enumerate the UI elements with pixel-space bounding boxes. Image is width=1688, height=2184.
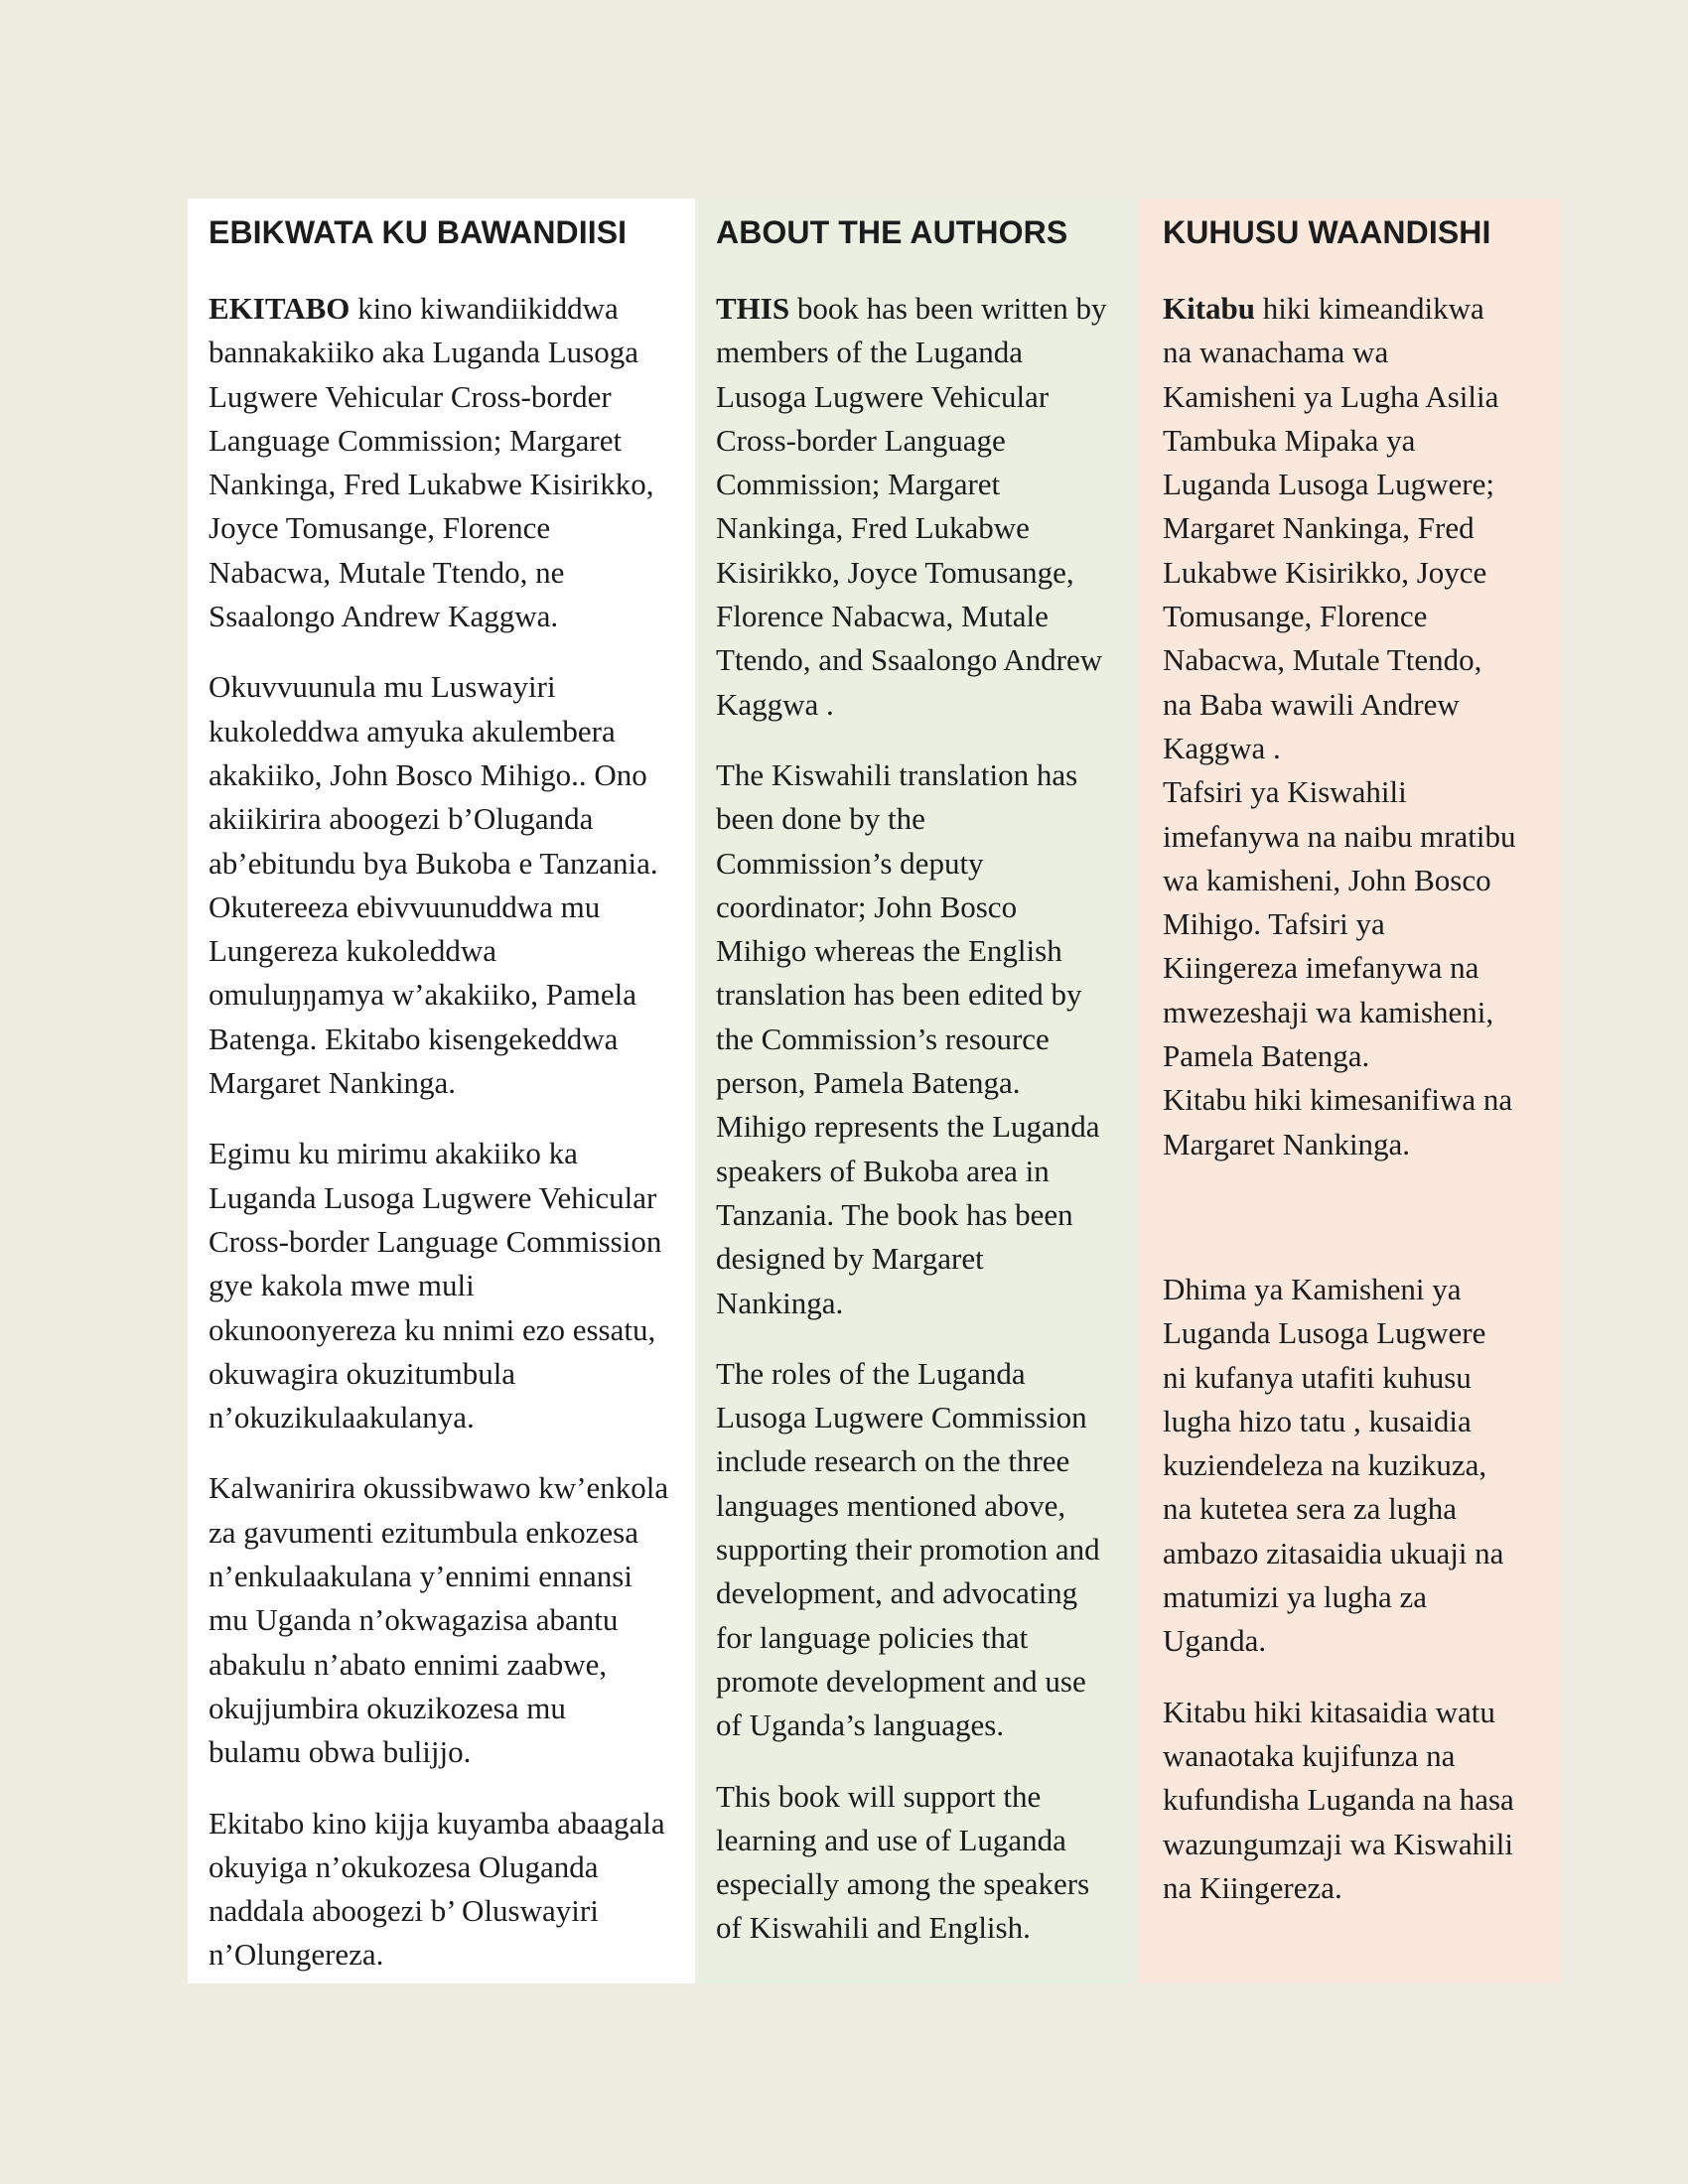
kiswahili-paragraph-1 [1163, 287, 1563, 1166]
text-line: for language policies that [716, 1619, 1029, 1655]
text-line: Nankinga, Fred Lukabwe [716, 510, 1030, 546]
text-line: Kitabu hiki kimesanifiwa na [1163, 1082, 1513, 1118]
english-paragraph-3 [716, 1352, 1138, 1748]
text-line: Cross-border Language Commission [209, 1223, 662, 1259]
text-line [716, 287, 1138, 331]
english-heading: ABOUT THE AUTHORS [716, 214, 1068, 250]
english-paragraph-4 [716, 1775, 1138, 1951]
text-line: Nabacwa, Mutale Ttendo, [1163, 642, 1482, 678]
text-line: designed by Margaret [716, 1241, 984, 1277]
kiswahili-paragraph-2 [1163, 1268, 1563, 1664]
text-line: members of the Luganda [716, 335, 1024, 370]
text-line: Ttendo, and Ssaalongo Andrew [716, 642, 1103, 678]
text-line-part: book has been written by [796, 291, 1107, 326]
text-line: okunoonyereza ku nnimi ezo essatu, [209, 1311, 656, 1347]
english-paragraph-1 [716, 287, 1138, 727]
text-line: omuluŋŋamya w’akakiiko, Pamela [209, 977, 636, 1013]
luganda-paragraph-2 [209, 665, 695, 1105]
text-line: Commission’s deputy [716, 845, 984, 881]
text-line: mu Uganda n’okwagazisa abantu [209, 1602, 619, 1638]
text-line: Pamela Batenga. [1163, 1038, 1370, 1074]
text-line: Tafsiri ya Kiswahili [1163, 774, 1407, 810]
text-line: supporting their promotion and [716, 1532, 1100, 1568]
text-line: Egimu ku mirimu akakiiko ka [209, 1136, 578, 1171]
luganda-heading: EBIKWATA KU BAWANDIISI [209, 214, 628, 250]
text-line: Commission; Margaret [716, 467, 1001, 502]
text-line: Luganda Lusoga Lugwere Vehicular [209, 1179, 657, 1215]
english-body [716, 287, 1138, 1951]
text-line: Mihigo whereas the English [716, 933, 1062, 969]
text-line: of Kiswahili and English. [716, 1910, 1031, 1946]
text-line: coordinator; John Bosco [716, 888, 1018, 924]
text-line: Kaggwa . [716, 686, 834, 722]
lead-word: EKITABO [209, 291, 351, 326]
text-line: The roles of the Luganda [716, 1355, 1026, 1391]
text-line: development, and advocating [716, 1575, 1078, 1611]
text-line: speakers of Bukoba area in [716, 1153, 1050, 1188]
text-line: matumizi ya lugha za [1163, 1579, 1427, 1615]
lead-word: Kitabu [1163, 291, 1256, 326]
text-line: promote development and use [716, 1663, 1086, 1699]
text-line: Lusoga Lugwere Vehicular [716, 378, 1050, 414]
text-line: Lugwere Vehicular Cross-border [209, 378, 612, 414]
text-line: Cross-border Language [716, 422, 1006, 458]
text-line: bannakakiiko aka Luganda Lusoga [209, 335, 638, 370]
luganda-paragraph-5 [209, 1802, 695, 1978]
lead-word: THIS [716, 291, 790, 326]
text-line: Okutereeza ebivvuunuddwa mu [209, 888, 601, 924]
text-line: ni kufanya utafiti kuhusu [1163, 1359, 1472, 1395]
paragraph-gap [1163, 1193, 1563, 1268]
text-line: Joyce Tomusange, Florence [209, 510, 551, 546]
text-line: Luganda Lusoga Lugwere [1163, 1315, 1486, 1351]
text-line: Language Commission; Margaret [209, 422, 623, 458]
text-line: wazungumzaji wa Kiswahili [1163, 1826, 1513, 1861]
luganda-paragraph-4 [209, 1466, 695, 1774]
text-line: Uganda. [1163, 1623, 1267, 1659]
text-line: learning and use of Luganda [716, 1822, 1066, 1857]
text-line: Lukabwe Kisirikko, Joyce [1163, 554, 1487, 590]
text-line: Margaret Nankinga, Fred [1163, 510, 1475, 546]
text-line-part: hiki kimeandikwa [1262, 291, 1484, 326]
text-line: Kisirikko, Joyce Tomusange, [716, 554, 1074, 590]
text-line: the Commission’s resource [716, 1021, 1050, 1056]
text-line: especially among the speakers [716, 1866, 1090, 1902]
text-line: abakulu n’abato ennimi zaabwe, [209, 1646, 608, 1682]
text-line: kuziendeleza na kuzikuza, [1163, 1447, 1487, 1483]
text-line: Luganda Lusoga Lugwere; [1163, 467, 1494, 502]
text-line: of Uganda’s languages. [716, 1707, 1005, 1743]
text-line: Kamisheni ya Lugha Asilia [1163, 378, 1499, 414]
text-line: akakiiko, John Bosco Mihigo.. Ono [209, 756, 647, 792]
text-line: Ssaalongo Andrew Kaggwa. [209, 599, 559, 634]
text-line: The Kiswahili translation has [716, 756, 1078, 792]
text-line: Tomusange, Florence [1163, 599, 1428, 634]
text-line: wanaotaka kujifunza na [1163, 1737, 1456, 1773]
text-line: This book will support the [716, 1778, 1042, 1814]
text-line: kukoleddwa amyuka akulembera [209, 713, 616, 749]
text-line-part: kino kiwandiikiddwa [357, 291, 619, 326]
text-line: okujjumbira okuzikozesa mu [209, 1690, 566, 1725]
text-line [1163, 287, 1563, 331]
text-line: Batenga. Ekitabo kisengekeddwa [209, 1021, 619, 1056]
text-line: na Kiingereza. [1163, 1869, 1342, 1905]
luganda-paragraph-3 [209, 1132, 695, 1439]
luganda-body [209, 287, 695, 1978]
text-line: Kitabu hiki kitasaidia watu [1163, 1694, 1495, 1729]
text-line: n’enkulaakulana y’ennimi ennansi [209, 1559, 633, 1594]
text-line: Florence Nabacwa, Mutale [716, 599, 1049, 634]
english-paragraph-2 [716, 753, 1138, 1325]
kiswahili-heading: KUHUSU WAANDISHI [1163, 214, 1491, 250]
text-line: lugha hizo tatu , kusaidia [1163, 1403, 1472, 1438]
text-line: n’okuzikulaakulanya. [209, 1400, 475, 1435]
kiswahili-body [1163, 287, 1563, 1910]
english-column [695, 199, 1138, 1983]
text-line: kufundisha Luganda na hasa [1163, 1782, 1514, 1818]
luganda-column [188, 199, 695, 1983]
text-line: Lungereza kukoleddwa [209, 933, 497, 969]
text-line: ab’ebitundu bya Bukoba e Tanzania. [209, 845, 658, 881]
text-line: Mihigo. Tafsiri ya [1163, 906, 1385, 942]
text-line: imefanywa na naibu mratibu [1163, 818, 1516, 854]
text-line: ambazo zitasaidia ukuaji na [1163, 1535, 1504, 1570]
text-line: na Baba wawili Andrew [1163, 686, 1460, 722]
text-line: na kutetea sera za lugha [1163, 1491, 1458, 1527]
text-line: Nankinga. [716, 1285, 844, 1320]
text-line: Nabacwa, Mutale Ttendo, ne [209, 554, 565, 590]
text-line: naddala aboogezi b’ Oluswayiri [209, 1893, 599, 1929]
text-line: Okuvvuunula mu Luswayiri [209, 669, 556, 705]
text-line: Lusoga Lugwere Commission [716, 1400, 1087, 1435]
text-line: person, Pamela Batenga. [716, 1065, 1021, 1101]
text-line: wa kamisheni, John Bosco [1163, 862, 1491, 897]
text-line: languages mentioned above, [716, 1487, 1066, 1523]
text-line: akiikirira aboogezi b’Oluganda [209, 801, 594, 837]
text-line: Tanzania. The book has been [716, 1196, 1073, 1232]
text-line: Tambuka Mipaka ya [1163, 422, 1416, 458]
luganda-paragraph-1 [209, 287, 695, 638]
text-line: za gavumenti ezitumbula enkozesa [209, 1514, 638, 1550]
text-line: bulamu obwa bulijjo. [209, 1734, 472, 1770]
text-line: Nankinga, Fred Lukabwe Kisirikko, [209, 467, 654, 502]
text-line: na wanachama wa [1163, 335, 1389, 370]
text-line: n’Olungereza. [209, 1937, 384, 1973]
text-line: include research on the three [716, 1443, 1070, 1479]
text-line: Dhima ya Kamisheni ya [1163, 1271, 1462, 1306]
kiswahili-column [1138, 199, 1563, 1983]
kiswahili-paragraph-3 [1163, 1691, 1563, 1910]
text-line: translation has been edited by [716, 977, 1082, 1013]
text-line: gye kakola mwe muli [209, 1268, 475, 1303]
text-line: Mihigo represents the Luganda [716, 1109, 1100, 1145]
text-line: mwezeshaji wa kamisheni, [1163, 994, 1494, 1029]
text-line: okuyiga n’okukozesa Oluganda [209, 1848, 599, 1884]
text-line: Kiingereza imefanywa na [1163, 950, 1479, 986]
text-line: okuwagira okuzitumbula [209, 1355, 516, 1391]
text-line: Margaret Nankinga. [1163, 1126, 1411, 1161]
text-line: Margaret Nankinga. [209, 1065, 457, 1101]
text-line: Ekitabo kino kijja kuyamba abaagala [209, 1805, 665, 1841]
text-line: Kaggwa . [1163, 730, 1281, 765]
text-line: been done by the [716, 801, 925, 837]
text-line [209, 287, 695, 331]
text-line: Kalwanirira okussibwawo kw’enkola [209, 1470, 669, 1506]
